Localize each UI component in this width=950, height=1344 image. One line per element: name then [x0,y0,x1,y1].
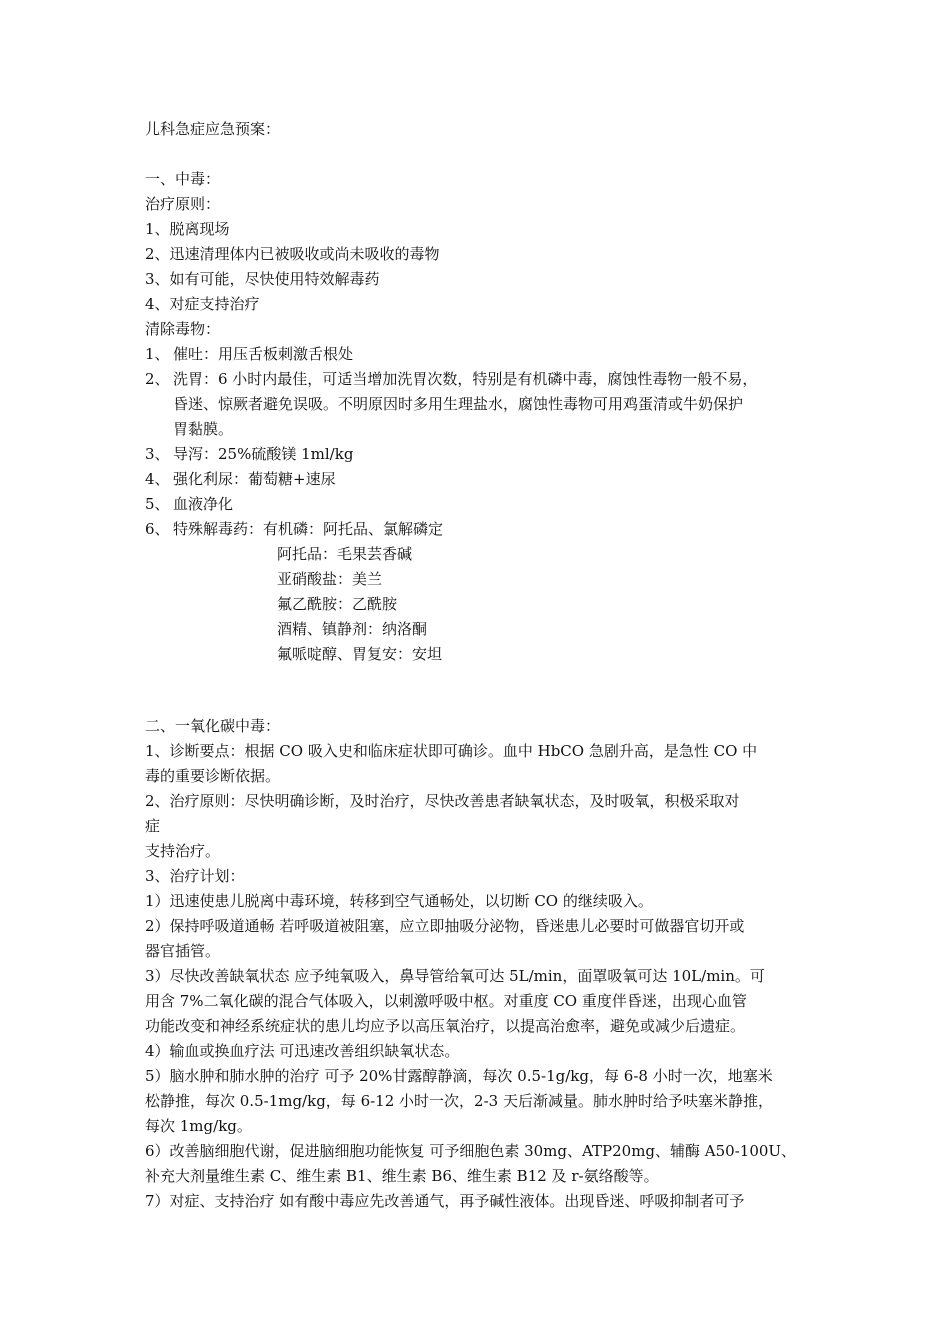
removal-item-continuation: 昏迷、惊厥者避免误吸。不明原因时多用生理盐水，腐蚀性毒物可用鸡蛋清或牛奶保护 [173,395,744,413]
antidote-item: 阿托品：毛果芸香碱 [277,545,413,563]
paragraph-line: 4）输血或换血疗法 可迅速改善组织缺氧状态。 [145,1042,460,1060]
paragraph-line: 5）脑水肿和肺水肿的治疗 可予 20%甘露醇静滴，每次 0.5-1g/kg，每 6-8 小时一次，地塞米 [145,1067,773,1085]
antidote-item: 氟乙酰胺：乙酰胺 [277,595,398,613]
item-text: 洗胃：6 小时内最佳，可适当增加洗胃次数，特别是有机磷中毒，腐蚀性毒物一般不易， [173,370,758,388]
paragraph-line: 2、治疗原则：尽快明确诊断，及时治疗，尽快改善患者缺氧状态，及时吸氧，积极采取对 [145,792,740,810]
paragraph-line: 3）尽快改善缺氧状态 应予纯氧吸入，鼻导管给氧可达 5L/min，面罩吸氧可达 10L/min。可 [145,967,765,985]
antidote-item: 亚硝酸盐：美兰 [277,570,383,588]
paragraph-line: 3、治疗计划： [145,867,245,885]
item-number: 1、 [145,345,170,363]
paragraph-line: 支持治疗。 [145,842,221,860]
paragraph-line: 2）保持呼吸道通畅 若呼吸道被阻塞，应立即抽吸分泌物，昏迷患儿必要时可做器官切开或 [145,917,745,935]
paragraph-line: 松静推，每次 0.5-1mg/kg，每 6-12 小时一次，2-3 天后渐减量。肺水肿时给予呋塞米静推， [145,1092,773,1110]
antidote-item: 氟哌啶醇、胃复安：安坦 [277,645,443,663]
item-number: 4、 [145,470,170,488]
paragraph-line: 每次 1mg/kg。 [145,1117,252,1135]
item-text: 导泻：25%硫酸镁 1ml/kg [173,445,354,463]
paragraph-line: 1、诊断要点：根据 CO 吸入史和临床症状即可确诊。血中 HbCO 急剧升高，是急性 CO 中 [145,742,758,760]
paragraph-line: 1）迅速使患儿脱离中毒环境，转移到空气通畅处，以切断 CO 的继续吸入。 [145,892,653,910]
removal-item [145,492,810,517]
removal-item [145,517,810,542]
item-number: 6、 [145,520,170,538]
document-title: 儿科急症应急预案： [145,120,281,138]
paragraph-line: 症 [145,817,161,835]
antidote-item: 酒精、镇静剂：纳洛酮 [277,620,428,638]
removal-item [145,367,810,392]
item-text: 血液净化 [173,495,234,513]
item-text: 催吐：用压舌板刺激舌根处 [173,345,354,363]
section-heading-poisoning: 一、中毒： [145,170,221,188]
removal-item [145,342,810,367]
section-heading-co-poisoning: 二、一氧化碳中毒： [145,717,281,735]
subheading-removal: 清除毒物： [145,320,221,338]
item-number: 5、 [145,495,170,513]
item-text: 特殊解毒药：有机磷：阿托品、氯解磷定 [173,520,444,538]
principle-item: 1、脱离现场 [145,220,230,238]
removal-item-continuation: 胃黏膜。 [173,420,234,438]
paragraph-line: 器官插管。 [145,942,221,960]
paragraph-line: 补充大剂量维生素 C、维生素 B1、维生素 B6、维生素 B12 及 r-氨络酸等。 [145,1167,659,1185]
subheading-principles: 治疗原则： [145,195,221,213]
paragraph-line: 用含 7%二氧化碳的混合气体吸入，以刺激呼吸中枢。对重度 CO 重度伴昏迷，出现心血管 [145,992,747,1010]
paragraph-line: 毒的重要诊断依据。 [145,767,281,785]
item-number: 2、 [145,370,170,388]
paragraph-line: 功能改变和神经系统症状的患儿均应予以高压氧治疗，以提高治愈率，避免或减少后遗症。 [145,1017,746,1035]
item-text: 强化利尿：葡萄糖+速尿 [173,470,336,488]
removal-item [145,467,810,492]
item-number: 3、 [145,445,170,463]
paragraph-line: 6）改善脑细胞代谢，促进脑细胞功能恢复 可予细胞色素 30mg、ATP20mg、辅酶 A50-100U、 [145,1142,797,1160]
principle-item: 4、对症支持治疗 [145,295,260,313]
removal-item [145,442,810,467]
paragraph-line: 7）对症、支持治疗 如有酸中毒应先改善通气，再予碱性液体。出现昏迷、呼吸抑制者可予 [145,1192,745,1210]
principle-item: 3、如有可能，尽快使用特效解毒药 [145,270,380,288]
principle-item: 2、迅速清理体内已被吸收或尚未吸收的毒物 [145,245,440,263]
